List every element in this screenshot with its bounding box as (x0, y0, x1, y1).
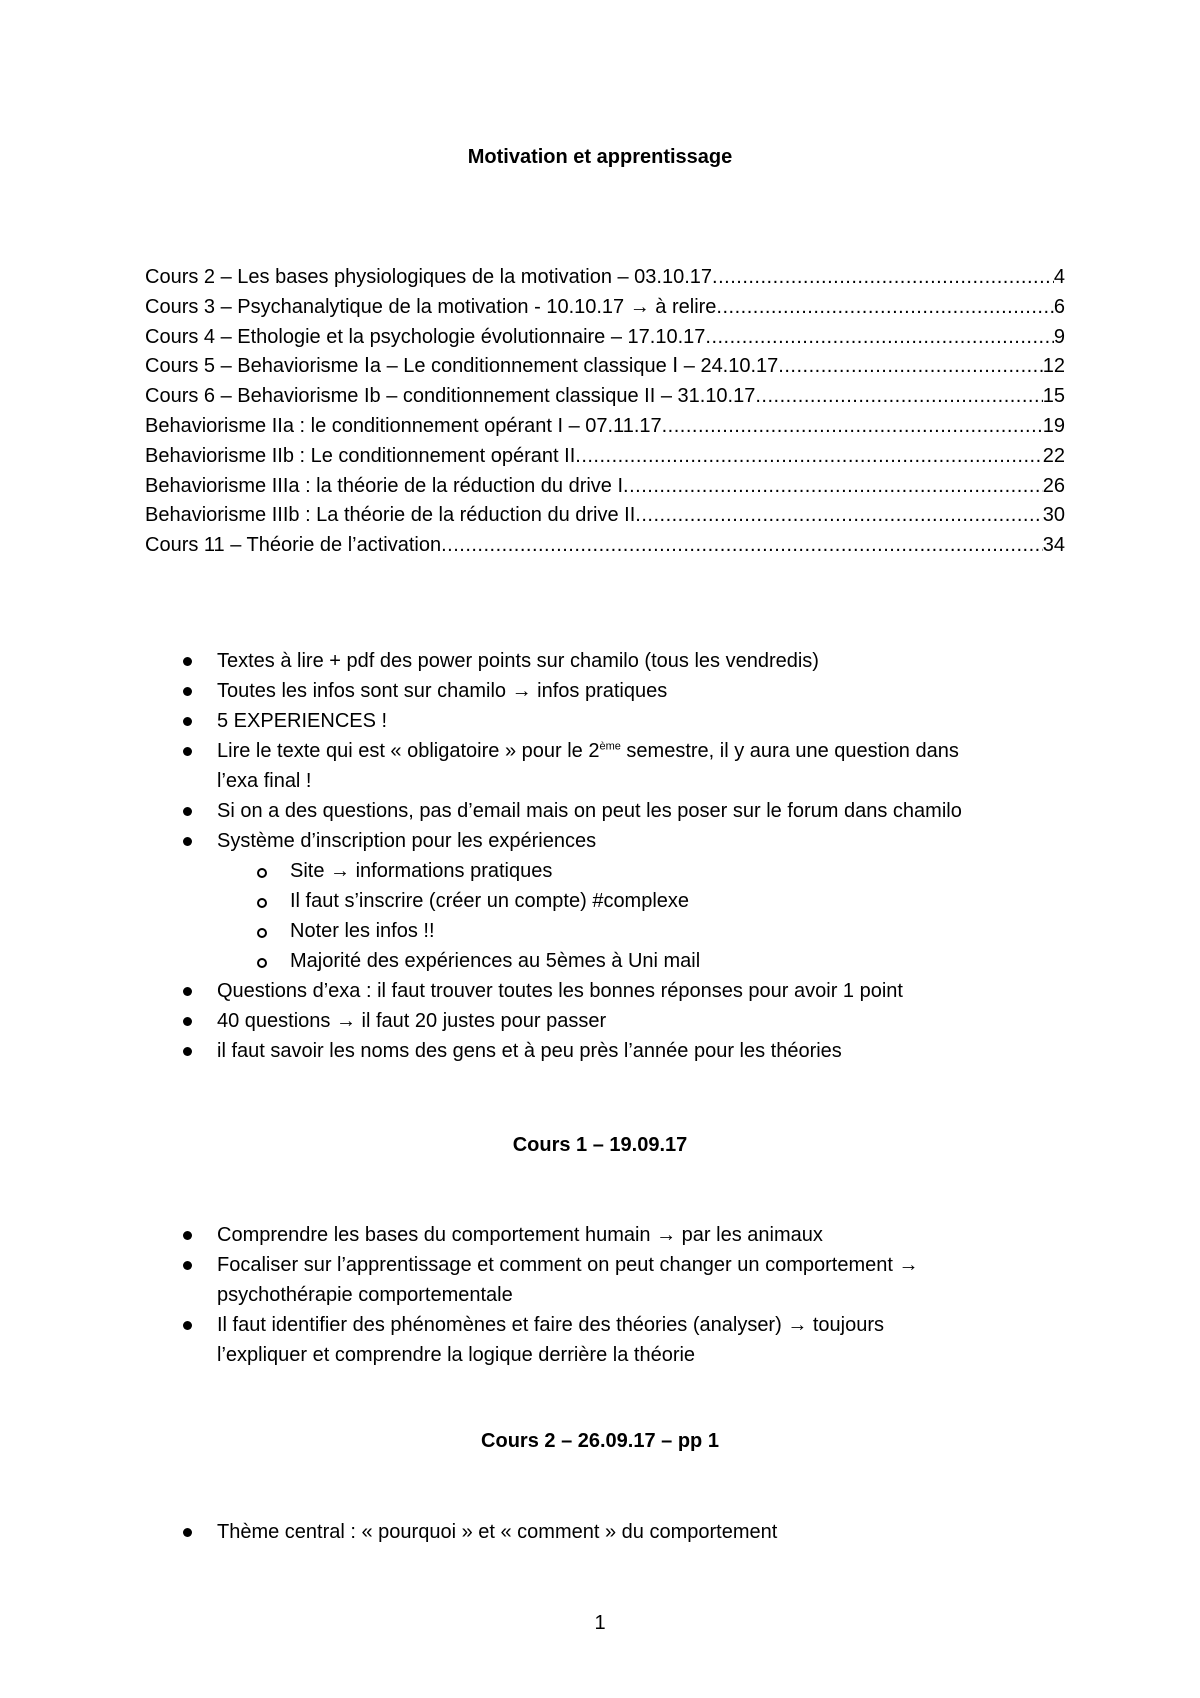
circle-bullet-icon (257, 868, 267, 878)
toc-page-number: 15 (1042, 385, 1065, 408)
toc-page-number: 6 (1053, 295, 1065, 318)
toc-entry-text: Behaviorisme IIb : Le conditionnement opérant II (145, 444, 576, 467)
list-item: 5 EXPERIENCES ! (0, 706, 1200, 736)
toc-entry[interactable] (145, 323, 1065, 353)
toc-entry[interactable] (145, 263, 1065, 293)
toc-leader (575, 442, 1042, 472)
list-item: Thème central : « pourquoi » et « comment » du comportement (0, 1517, 1200, 1547)
toc-leader (662, 412, 1043, 442)
circle-bullet-icon (257, 958, 267, 968)
toc-page-number: 34 (1042, 534, 1065, 557)
toc-entry-text: Behaviorisme IIIb : La théorie de la réduction du drive II (145, 504, 636, 527)
toc-entry[interactable] (145, 442, 1065, 472)
toc-entry-text: Cours 4 – Ethologie et la psychologie évolutionnaire – 17.10.17 (145, 325, 706, 348)
toc-page-number: 30 (1042, 504, 1065, 527)
toc-page-number: 22 (1042, 444, 1065, 467)
bullet-icon (183, 987, 192, 996)
list-item: Toutes les infos sont sur chamilo → infos pratiques (0, 676, 1200, 706)
sub-list-item: Majorité des expériences au 5èmes à Uni mail (0, 946, 1200, 976)
list-item: Lire le texte qui est « obligatoire » pour le 2ème semestre, il y aura une question dans l’exa final ! (0, 736, 1200, 796)
bullet-icon (183, 1528, 192, 1537)
toc-entry[interactable] (145, 501, 1065, 531)
bullet-icon (183, 1261, 192, 1270)
list-item: il faut savoir les noms des gens et à peu près l’année pour les théories (0, 1036, 1200, 1066)
sub-list-item: Il faut s’inscrire (créer un compte) #complexe (0, 886, 1200, 916)
toc-page-number: 9 (1053, 325, 1065, 348)
toc-entry[interactable] (145, 412, 1065, 442)
circle-bullet-icon (257, 898, 267, 908)
page-number: 1 (594, 1612, 606, 1634)
toc-entry[interactable] (145, 531, 1065, 561)
list-item: Si on a des questions, pas d’email mais on peut les poser sur le forum dans chamilo (0, 796, 1200, 826)
toc-entry-text: Cours 3 – Psychanalytique de la motivation - 10.10.17 → à relire (145, 295, 717, 318)
table-of-contents (145, 263, 1065, 561)
toc-leader (623, 472, 1043, 502)
list-item: Il faut identifier des phénomènes et faire des théories (analyser) → toujours l’expliquer et comprendre la logique derrière la théorie (0, 1310, 1200, 1370)
toc-entry[interactable] (145, 472, 1065, 502)
bullet-icon (183, 1231, 192, 1240)
toc-entry-text: Cours 2 – Les bases physiologiques de la motivation – 03.10.17 (145, 266, 713, 288)
bullet-icon (183, 1017, 192, 1026)
toc-page-number: 26 (1042, 474, 1065, 497)
toc-page-number: 12 (1042, 355, 1065, 378)
intro-bullet-list (0, 646, 1200, 1066)
sub-list-item: Site → informations pratiques (0, 856, 1200, 886)
toc-leader (712, 263, 1054, 293)
toc-leader (441, 531, 1043, 561)
section-heading: Cours 2 – 26.09.17 – pp 1 (481, 1430, 719, 1452)
section2-bullet-list (0, 1517, 1200, 1547)
list-item: Questions d’exa : il faut trouver toutes les bonnes réponses pour avoir 1 point (0, 976, 1200, 1006)
bullet-icon (183, 807, 192, 816)
bullet-icon (183, 747, 192, 756)
bullet-icon (183, 657, 192, 666)
bullet-icon (183, 1047, 192, 1056)
toc-leader (635, 501, 1042, 531)
circle-bullet-icon (257, 928, 267, 938)
sub-list-item: Noter les infos !! (0, 916, 1200, 946)
bullet-icon (183, 687, 192, 696)
toc-page-number: 19 (1042, 414, 1065, 437)
bullet-icon (183, 717, 192, 726)
toc-leader (716, 293, 1053, 323)
bullet-icon (183, 1321, 192, 1330)
section-heading: Cours 1 – 19.09.17 (512, 1134, 688, 1156)
toc-leader (755, 382, 1042, 412)
toc-leader (778, 352, 1042, 382)
list-item: 40 questions → il faut 20 justes pour passer (0, 1006, 1200, 1036)
document-title: Motivation et apprentissage (467, 146, 733, 168)
toc-entry[interactable] (145, 382, 1065, 412)
toc-entry[interactable] (145, 352, 1065, 382)
list-item: Focaliser sur l’apprentissage et comment on peut changer un comportement → psychothérapie comportementale (0, 1250, 1200, 1310)
toc-entry-text: Cours 5 – Behaviorisme Ⅰa – Le conditionnement classique Ⅰ – 24.10.17 (145, 355, 779, 378)
toc-entry-text: Behaviorisme IIa : le conditionnement opérant I – 07.11.17 (145, 414, 662, 437)
toc-entry-text: Cours 11 – Théorie de l’activation (145, 534, 442, 557)
toc-entry-text: Cours 6 – Behaviorisme Ib – conditionnement classique II – 31.10.17 (145, 385, 756, 408)
toc-entry[interactable] (145, 293, 1065, 323)
toc-entry-text: Behaviorisme IIIa : la théorie de la réduction du drive I (145, 474, 624, 497)
bullet-icon (183, 837, 192, 846)
list-item: Textes à lire + pdf des power points sur chamilo (tous les vendredis) (0, 646, 1200, 676)
list-item: Comprendre les bases du comportement humain → par les animaux (0, 1220, 1200, 1250)
toc-page-number: 4 (1053, 266, 1065, 288)
toc-leader (705, 323, 1053, 353)
list-item: Système d’inscription pour les expériences (0, 826, 1200, 856)
section1-bullet-list (0, 1220, 1200, 1370)
